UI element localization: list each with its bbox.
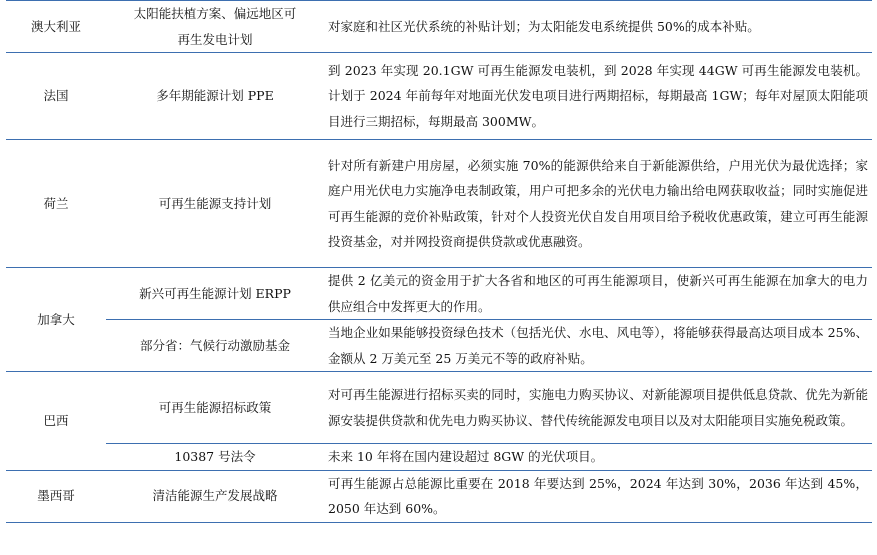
plan-line: 清洁能源生产发展战略 [152, 488, 278, 504]
country-cell: 荷兰 [6, 140, 106, 268]
plan-cell [106, 1, 324, 53]
plan-line: 10387 号法令 [174, 449, 256, 464]
table-row-france [6, 53, 872, 140]
plan-line: 太阳能扶植方案、偏远地区可 [133, 6, 297, 21]
table-row-canada-2 [6, 320, 872, 372]
plan-line: 部分省：气候行动激励基金 [139, 337, 290, 353]
plan-cell [106, 372, 324, 444]
content-cell: 当地企业如果能够投资绿色技术（包括光伏、水电、风电等），将能够获得最高达项目成本 25%、金额从 2 万美元至 25 万美元不等的政府补贴。 [324, 320, 872, 372]
content-cell: 对可再生能源进行招标买卖的同时，实施电力购买协议、对新能源项目提供低息贷款、优先为新能源安装提供贷款和优先电力购买协议、替代传统能源发电项目以及对太阳能项目实施免税政策。 [324, 372, 872, 444]
content-cell: 针对所有新建户用房屋，必须实施 70%的能源供给来自于新能源供给，户用光伏为最优选择；家庭户用光伏电力实施净电表制政策，用户可把多余的光伏电力输出给电网获取收益；同时实施促进可再生能源的竞价补贴政策，针对个人投资光伏自发自用项目给予税收优惠政策，建立可再生能源投资基金，对并网投资商提供贷款或优惠融资。 [324, 140, 872, 268]
plan-cell [106, 140, 324, 268]
table-row-brazil-1 [6, 372, 872, 444]
content-cell: 对家庭和社区光伏系统的补贴计划；为太阳能发电系统提供 50%的成本补贴。 [324, 1, 872, 53]
plan-line: 多年期能源计划 PPE [156, 88, 274, 104]
country-cell: 巴西 [6, 372, 106, 471]
plan-cell [106, 53, 324, 140]
content-cell: 到 2023 年实现 20.1GW 可再生能源发电装机，到 2028 年实现 44GW 可再生能源发电装机。计划于 2024 年前每年对地面光伏发电项目进行两期招标，每期最高 1GW；每年对屋顶太阳能项目进行三期招标，每期最高 300MW。 [324, 53, 872, 140]
table-row-brazil-2 [6, 444, 872, 471]
country-cell: 加拿大 [6, 268, 106, 372]
plan-cell [106, 470, 324, 522]
content-cell: 可再生能源占总能源比重要在 2018 年要达到 25%，2024 年达到 30%，2036 年达到 45%，2050 年达到 60%。 [324, 470, 872, 522]
policy-table-page [6, 0, 872, 523]
plan-line: 再生发电计划 [177, 31, 253, 47]
table-row-canada-1 [6, 268, 872, 320]
plan-cell [106, 320, 324, 372]
table-row-netherlands [6, 140, 872, 268]
plan-cell [106, 444, 324, 471]
country-cell: 墨西哥 [6, 470, 106, 522]
table-row-australia [6, 1, 872, 53]
content-cell: 未来 10 年将在国内建设超过 8GW 的光伏项目。 [324, 444, 872, 471]
plan-cell [106, 268, 324, 320]
plan-line: 可再生能源招标政策 [158, 399, 272, 415]
plan-line: 可再生能源支持计划 [158, 195, 272, 211]
plan-line: 新兴可再生能源计划 ERPP [139, 285, 291, 301]
country-cell: 澳大利亚 [6, 1, 106, 53]
content-cell: 提供 2 亿美元的资金用于扩大各省和地区的可再生能源项目，使新兴可再生能源在加拿大的电力供应组合中发挥更大的作用。 [324, 268, 872, 320]
table-row-mexico [6, 470, 872, 522]
country-cell: 法国 [6, 53, 106, 140]
policy-table [6, 0, 872, 523]
